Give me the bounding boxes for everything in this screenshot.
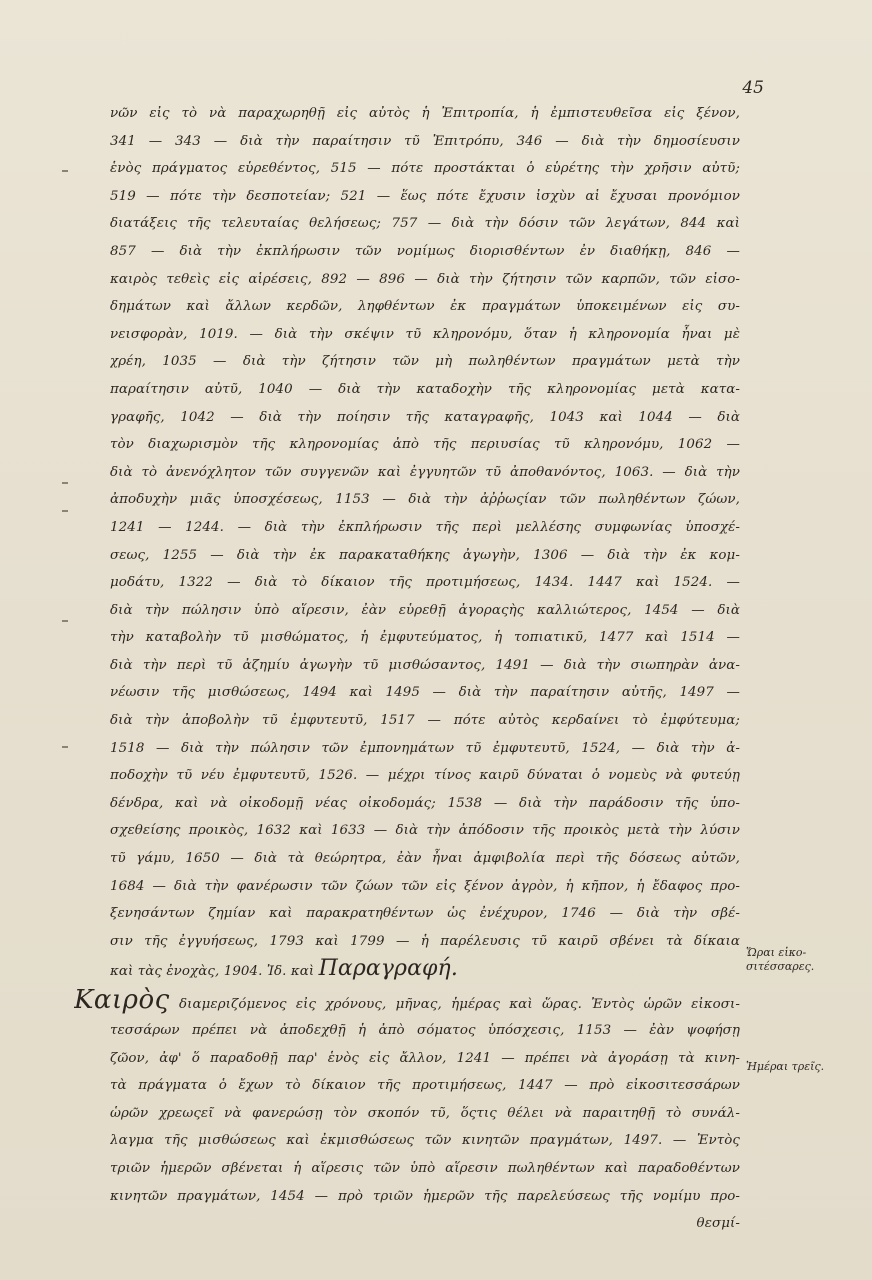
catchword-line	[110, 1210, 740, 1238]
entry-text-line: τὰ πράγματα ὁ ἔχων τὸ δίκαιον τῆς προτιμήσεως, 1447 — πρὸ εἰκοσιτεσσάρων	[110, 1078, 740, 1094]
text-line: νέωσιν τῆς μισθώσεως, 1494 καὶ 1495 — διὰ τὴν παραίτησιν αὐτῆς, 1497 —	[110, 685, 740, 701]
text-line: δένδρα, καὶ νὰ οἰκοδομῇ νέας οἰκοδομάς; 1538 — διὰ τὴν παράδοσιν τῆς ὑπο-	[110, 795, 740, 811]
entry-term: Καιρὸς	[74, 985, 170, 1015]
text-line: 519 — πότε τὴν δεσποτείαν; 521 — ἕως πότε ἔχυσιν ἰσχὺν αἱ ἔχυσαι προνόμιον	[110, 188, 740, 204]
text-line: παραίτησιν αὐτῦ, 1040 — διὰ τὴν καταδοχὴν τῆς κληρονομίας μετὰ κατα-	[110, 381, 740, 397]
continuation-lines	[110, 100, 740, 955]
entry-heading-line	[74, 983, 740, 1017]
text-line: διατάξεις τῆς τελευταίας θελήσεως; 757 — διὰ τὴν δόσιν τῶν λεγάτων, 844 καὶ	[110, 216, 740, 232]
entry-first-line: διαμεριζόμενος εἰς χρόνους, μῆνας, ἡμέρας καὶ ὥρας. Ἐντὸς ὡρῶν εἰκοσι-	[178, 997, 740, 1012]
text-line: τὴν καταβολὴν τῦ μισθώματος, ἡ ἐμφυτεύματος, ἡ τοπιατικῦ, 1477 καὶ 1514 —	[110, 630, 740, 646]
page-number: 45	[742, 78, 764, 98]
margin-tick	[62, 510, 68, 512]
text-line: ἑνὸς πράγματος εὑρεθέντος, 515 — πότε προστάκται ὁ εὑρέτης τὴν χρῆσιν αὐτῦ;	[110, 161, 740, 177]
catchword: θεσμί-	[696, 1216, 740, 1232]
text-line: 341 — 343 — διὰ τὴν παραίτησιν τῦ Ἐπιτρόπυ, 346 — διὰ τὴν δημοσίευσιν	[110, 133, 740, 149]
text-line: διὰ τὴν περὶ τῦ ἀζημίυ ἀγωγὴν τῦ μισθώσαντος, 1491 — διὰ τὴν σιωπηρὰν ἀνα-	[110, 657, 740, 673]
entry-text-line: λαγμα τῆς μισθώσεως καὶ ἐκμισθώσεως τῶν κινητῶν πραγμάτων, 1497. — Ἐντὸς	[110, 1133, 740, 1149]
text-line-last	[110, 955, 740, 983]
entry-text-line: ὡρῶν χρεωςεῖ νὰ φανερώσῃ τὸν σκοπόν τῦ, ὅςτις θέλει νὰ παραιτηθῇ τὸ συνάλ-	[110, 1105, 740, 1121]
text-line: 857 — διὰ τὴν ἐκπλήρωσιν τῶν νομίμως διορισθέντων ἐν διαθήκῃ, 846 —	[110, 243, 740, 259]
entry-text-line: κινητῶν πραγμάτων, 1454 — πρὸ τριῶν ἡμερῶν τῆς παρελεύσεως τῆς νομίμυ προ-	[110, 1188, 740, 1204]
margin-tick	[62, 746, 68, 748]
text-line: διὰ τὴν πώλησιν ὑπὸ αἵρεσιν, ἐὰν εὑρεθῇ ἀγοραςὴς καλλιώτερος, 1454 — διὰ	[110, 602, 740, 618]
text-line: ξενησάντων ζημίαν καὶ παρακρατηθέντων ὡς ἐνέχυρον, 1746 — διὰ τὴν σβέ-	[110, 906, 740, 922]
margin-note-hours: Ὥραι εἰκο-σιτέσσαρες.	[746, 946, 815, 973]
text-line: σεως, 1255 — διὰ τὴν ἐκ παρακαταθήκης ἀγωγὴν, 1306 — διὰ τὴν ἐκ κομ-	[110, 547, 740, 563]
cross-reference-term: Παραγραφή.	[318, 956, 458, 982]
text-line: γραφῆς, 1042 — διὰ τὴν ποίησιν τῆς καταγραφῆς, 1043 καὶ 1044 — διὰ	[110, 409, 740, 425]
text-line: δημάτων καὶ ἄλλων κερδῶν, ληφθέντων ἐκ πραγμάτων ὑποκειμένων εἰς συ-	[110, 299, 740, 315]
text-line: 1518 — διὰ τὴν πώλησιν τῶν ἐμπονημάτων τῦ ἐμφυτευτῦ, 1524, — διὰ τὴν ἀ-	[110, 740, 740, 756]
text-line: διὰ τὸ ἀνενόχλητον τῶν συγγενῶν καὶ ἐγγυητῶν τῦ ἀποθανόντος, 1063. — διὰ τὴν	[110, 464, 740, 480]
index-text-block	[74, 100, 740, 1238]
margin-tick	[62, 620, 68, 622]
text-line: χρέη, 1035 — διὰ τὴν ζήτησιν τῶν μὴ πωληθέντων πραγμάτων μετὰ τὴν	[110, 354, 740, 370]
text-line: διὰ τὴν ἀποβολὴν τῦ ἐμφυτευτῦ, 1517 — πότε αὐτὸς κερδαίνει τὸ ἐμφύτευμα;	[110, 713, 740, 729]
text-line: καιρὸς τεθεὶς εἰς αἱρέσεις, 892 — 896 — διὰ τὴν ζήτησιν τῶν καρπῶν, τῶν εἰσο-	[110, 271, 740, 287]
text-line: μοδάτυ, 1322 — διὰ τὸ δίκαιον τῆς προτιμήσεως, 1434. 1447 καὶ 1524. —	[110, 575, 740, 591]
text-line: ποδοχὴν τῦ νέυ ἐμφυτευτῦ, 1526. — μέχρι τίνος καιρῦ δύναται ὁ νομεὺς νὰ φυτεύῃ	[110, 768, 740, 784]
text-line: νῶν εἰς τὸ νὰ παραχωρηθῇ εἰς αὐτὸς ἡ Ἐπιτροπία, ἡ ἐμπιστευθεῖσα εἰς ξένον,	[110, 106, 740, 121]
text-line: ἀποδυχὴν μιᾶς ὑποσχέσεως, 1153 — διὰ τὴν ἀῤῥωςίαν τῶν πωληθέντων ζώων,	[110, 492, 740, 508]
text-line: 1241 — 1244. — διὰ τὴν ἐκπλήρωσιν τῆς περὶ μελλέσης συμφωνίας ὑποσχέ-	[110, 519, 740, 535]
text-line: 1684 — διὰ τὴν φανέρωσιν τῶν ζώων τῶν εἰς ξένον ἀγρὸν, ἡ κῆπον, ἡ ἔδαφος προ-	[110, 878, 740, 894]
entry-text-line: τεσσάρων πρέπει νὰ ἀποδεχθῇ ἡ ἀπὸ σόματος ὑπόσχεσις, 1153 — ἐὰν ψοφήσῃ	[110, 1023, 740, 1038]
entry-lines	[110, 1017, 740, 1210]
entry-text-line: τριῶν ἡμερῶν σβένεται ἡ αἵρεσις τῶν ὑπὸ αἵρεσιν πωληθέντων καὶ παραδοθέντων	[110, 1160, 740, 1176]
margin-tick	[62, 170, 68, 172]
text-line: τὸν διαχωρισμὸν τῆς κληρονομίας ἀπὸ τῆς περιυσίας τῦ κληρονόμυ, 1062 —	[110, 437, 740, 453]
margin-tick	[62, 482, 68, 484]
text-line: σιν τῆς ἐγγυήσεως, 1793 καὶ 1799 — ἡ παρέλευσις τῦ καιρῦ σβένει τὰ δίκαια	[110, 933, 740, 949]
last-line-prefix: καὶ τὰς ἐνοχὰς, 1904. Ἰδ. καὶ	[110, 964, 315, 980]
text-line: νεισφορὰν, 1019. — διὰ τὴν σκέψιν τῦ κληρονόμυ, ὅταν ἡ κληρονομία ἦναι μὲ	[110, 326, 740, 342]
text-line: τῦ γάμυ, 1650 — διὰ τὰ θεώρητρα, ἐὰν ἦναι ἀμφιβολία περὶ τῆς δόσεως αὐτῶν,	[110, 851, 740, 867]
entry-text-line: ζῶον, ἀφ' ὅ παραδοθῇ παρ' ἑνὸς εἰς ἄλλον, 1241 — πρέπει νὰ ἀγοράσῃ τὰ κινη-	[110, 1050, 740, 1066]
text-line: σχεθείσης προικὸς, 1632 καὶ 1633 — διὰ τὴν ἀπόδοσιν τῆς προικὸς μετὰ τὴν λύσιν	[110, 823, 740, 839]
margin-note-days: Ἡμέραι τρεῖς.	[746, 1060, 825, 1073]
